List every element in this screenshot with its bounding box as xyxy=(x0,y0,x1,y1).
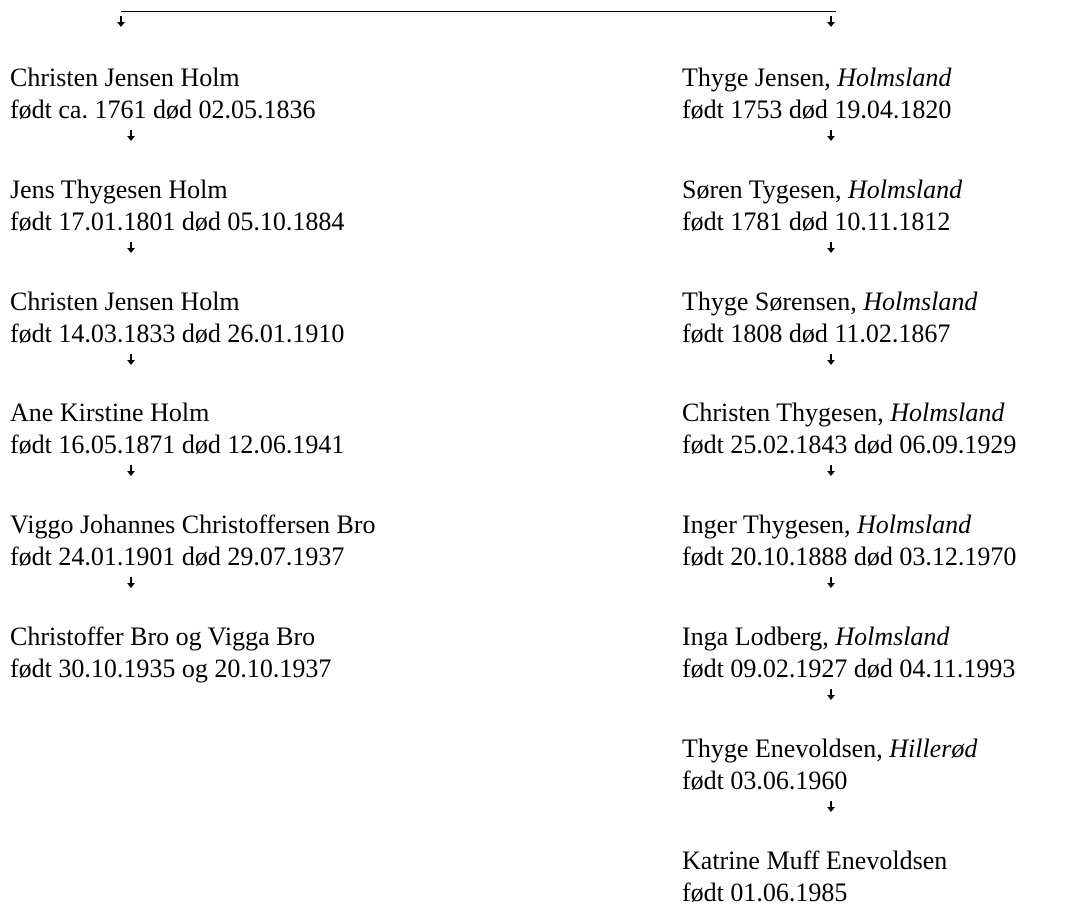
person-name: Christoffer Bro og Vigga Bro xyxy=(10,622,316,651)
left-entry-1 xyxy=(10,62,315,126)
person-line: Thyge Jensen, Holmsland xyxy=(682,63,952,92)
person-line: Christen Thygesen, Holmsland xyxy=(682,398,1005,427)
person-place: Holmsland xyxy=(837,63,952,92)
arrow-down-icon xyxy=(826,577,836,589)
arrow-down-icon xyxy=(116,16,126,28)
arrow-down-icon xyxy=(126,354,136,366)
left-entry-2 xyxy=(10,174,344,238)
right-entry-8 xyxy=(682,845,947,909)
person-dates: født 1753 død 19.04.1820 xyxy=(682,95,952,124)
arrow-down-icon xyxy=(126,465,136,477)
person-dates: født 20.10.1888 død 03.12.1970 xyxy=(682,542,1017,571)
person-line: Inga Lodberg, Holmsland xyxy=(682,622,950,651)
person-name: Jens Thygesen Holm xyxy=(10,175,228,204)
person-name: Thyge Enevoldsen xyxy=(682,734,877,763)
person-dates: født 16.05.1871 død 12.06.1941 xyxy=(10,430,345,459)
person-dates: født 24.01.1901 død 29.07.1937 xyxy=(10,542,345,571)
arrow-down-icon xyxy=(826,130,836,142)
person-place: Holmsland xyxy=(847,175,963,204)
right-entry-1 xyxy=(682,62,951,126)
person-line: Thyge Sørensen, Holmsland xyxy=(682,287,978,316)
person-dates: født 09.02.1927 død 04.11.1993 xyxy=(682,654,1016,683)
person-name: Inga Lodberg xyxy=(682,622,823,651)
arrow-down-icon xyxy=(826,354,836,366)
person-place: Holmsland xyxy=(856,510,972,539)
person-place: Hillerød xyxy=(889,734,978,763)
person-place: Holmsland xyxy=(890,398,1005,427)
person-name: Christen Thygesen xyxy=(682,398,878,427)
right-entry-3 xyxy=(682,286,977,350)
person-dates: født 1808 død 11.02.1867 xyxy=(682,319,951,348)
person-name: Viggo Johannes Christoffersen Bro xyxy=(10,510,376,539)
left-entry-6 xyxy=(10,621,331,685)
arrow-down-icon xyxy=(826,689,836,701)
person-name: Thyge Sørensen xyxy=(682,287,851,316)
person-name: Ane Kirstine Holm xyxy=(10,398,210,427)
right-entry-5 xyxy=(682,509,1016,573)
person-line: Inger Thygesen, Holmsland xyxy=(682,510,972,539)
person-place: Holmsland xyxy=(863,287,978,316)
person-name: Thyge Jensen xyxy=(682,63,825,92)
person-dates: født 1781 død 10.11.1812 xyxy=(682,207,951,236)
top-connector-line xyxy=(121,11,836,12)
person-dates: født 14.03.1833 død 26.01.1910 xyxy=(10,319,345,348)
arrow-down-icon xyxy=(826,16,836,28)
arrow-down-icon xyxy=(826,801,836,813)
right-entry-4 xyxy=(682,397,1016,461)
right-entry-7 xyxy=(682,733,977,797)
person-dates: født 25.02.1843 død 06.09.1929 xyxy=(682,430,1017,459)
person-line: Søren Tygesen, Holmsland xyxy=(682,175,963,204)
left-entry-4 xyxy=(10,397,344,461)
person-dates: født 03.06.1960 xyxy=(682,766,848,795)
right-entry-6 xyxy=(682,621,1015,685)
person-dates: født 17.01.1801 død 05.10.1884 xyxy=(10,207,345,236)
person-name: Katrine Muff Enevoldsen xyxy=(682,846,948,875)
person-dates: født ca. 1761 død 02.05.1836 xyxy=(10,95,316,124)
person-dates: født 01.06.1985 xyxy=(682,878,848,907)
arrow-down-icon xyxy=(126,130,136,142)
left-entry-3 xyxy=(10,286,344,350)
left-entry-5 xyxy=(10,509,376,573)
arrow-down-icon xyxy=(126,242,136,254)
arrow-down-icon xyxy=(126,577,136,589)
arrow-down-icon xyxy=(826,465,836,477)
right-entry-2 xyxy=(682,174,962,238)
person-name: Christen Jensen Holm xyxy=(10,63,240,92)
person-name: Inger Thygesen xyxy=(682,510,844,539)
person-line: Thyge Enevoldsen, Hillerød xyxy=(682,734,978,763)
person-name: Søren Tygesen xyxy=(682,175,835,204)
person-dates: født 30.10.1935 og 20.10.1937 xyxy=(10,654,332,683)
person-place: Holmsland xyxy=(835,622,950,651)
person-name: Christen Jensen Holm xyxy=(10,287,240,316)
arrow-down-icon xyxy=(826,242,836,254)
